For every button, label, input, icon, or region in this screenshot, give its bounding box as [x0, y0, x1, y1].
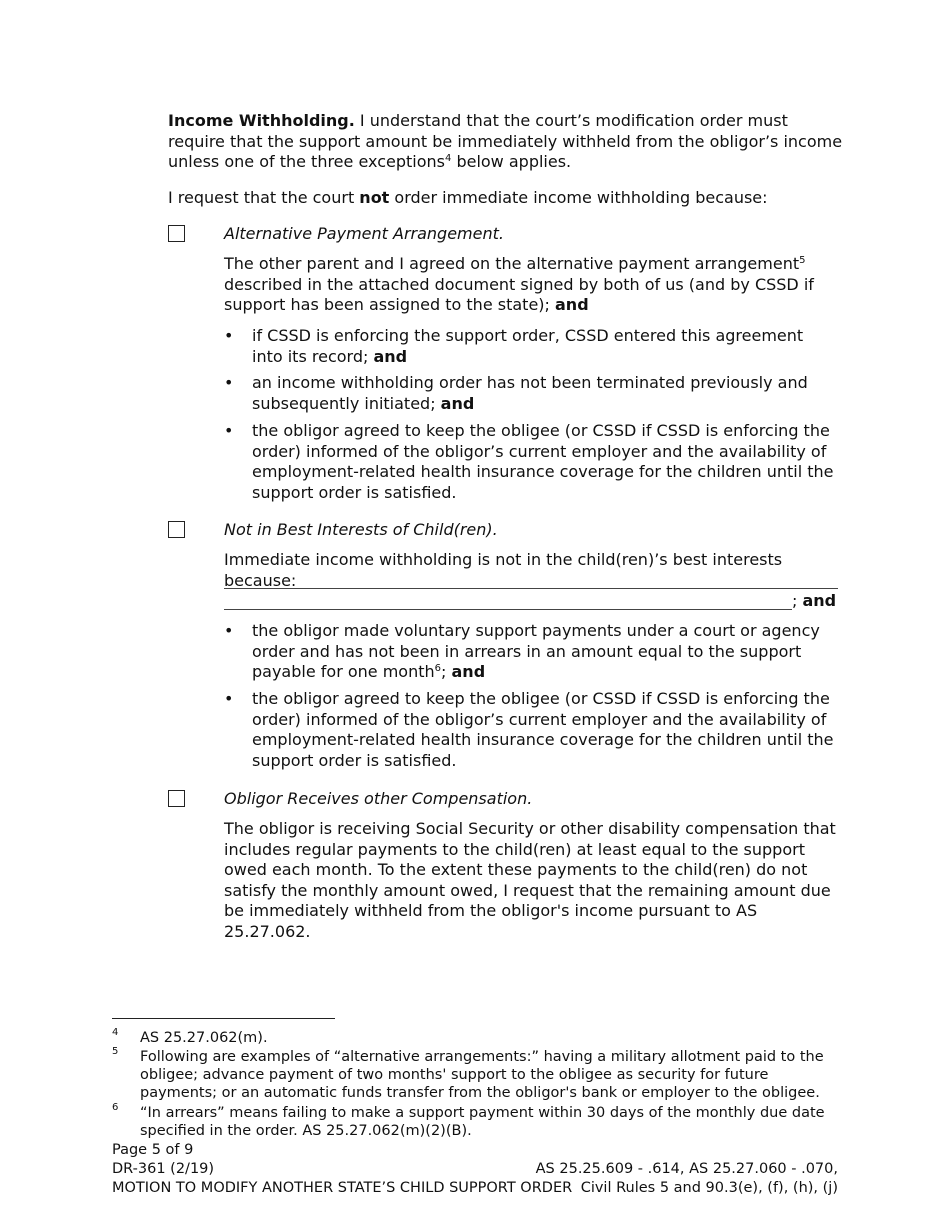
- bullet-icon: •: [224, 373, 234, 392]
- page-number: Page 5 of 9: [112, 1142, 194, 1158]
- income-withholding-heading: Income Withholding.: [168, 111, 355, 130]
- best-interests-title: Not in Best Interests of Child(ren).: [224, 520, 498, 539]
- footnote-ref-4: 4: [444, 153, 452, 164]
- reason-line-1[interactable]: [224, 588, 838, 589]
- request-statement: I request that the court not order immediate income withholding because:: [168, 188, 768, 207]
- footnote-separator: [112, 1018, 335, 1019]
- form-title: MOTION TO MODIFY ANOTHER STATE’S CHILD SUPPORT ORDER: [112, 1180, 573, 1196]
- footnote-text: “In arrears” means failing to make a support payment within 30 days of the monthly due date specified in the order. AS 25.27.062(m)(2)(B).: [140, 1105, 825, 1139]
- bullet-icon: •: [224, 421, 234, 440]
- other-compensation-checkbox[interactable]: [168, 790, 185, 807]
- footnote-number: 5: [112, 1046, 119, 1057]
- bullet-icon: •: [224, 326, 234, 345]
- footnote-number: 6: [112, 1102, 119, 1113]
- footnote-text: Following are examples of “alternative arrangements:” having a military allotment paid to the obligee; advance payment of two months' support to the obligee as security for future payments; or an automatic funds transfer from the obligor's bank or employer to the obligee.: [140, 1049, 824, 1101]
- other-compensation-title: Obligor Receives other Compensation.: [224, 789, 533, 808]
- reason-line-end: ; and: [792, 591, 837, 610]
- reason-line-2[interactable]: [224, 609, 792, 610]
- footnote-ref-6: 6: [434, 663, 442, 674]
- civil-rules: Civil Rules 5 and 90.3(e), (f), (h), (j): [580, 1180, 838, 1196]
- bullet-icon: •: [224, 621, 234, 640]
- alternative-payment-title: Alternative Payment Arrangement.: [224, 224, 504, 243]
- footnote-text: AS 25.27.062(m).: [140, 1030, 268, 1046]
- bullet-icon: •: [224, 689, 234, 708]
- best-interests-checkbox[interactable]: [168, 521, 185, 538]
- footnote-ref-5: 5: [799, 255, 806, 266]
- statutes: AS 25.25.609 - .614, AS 25.27.060 - .070,: [535, 1161, 838, 1177]
- alternative-payment-checkbox[interactable]: [168, 225, 185, 242]
- alternative-payment-paragraph: The other parent and I agreed on the alternative payment arrangement$^5$ described in the attached document signed by both of us (and by CSSD if support has been assigned to the state); and: [224, 254, 814, 314]
- form-id: DR-361 (2/19): [112, 1161, 215, 1177]
- best-interests-paragraph: Immediate income withholding is not in the child(ren)’s best interests because:: [224, 550, 783, 590]
- footnote-number: 4: [112, 1027, 119, 1038]
- other-compensation-paragraph: The obligor is receiving Social Security or other disability compensation that includes regular payments to the child(ren) at least equal to the support owed each month. To the extent these payments to the child(ren) do not satisfy the monthly amount owed, I request that the remaining amount due be immediately withheld from the obligor's income pursuant to AS 25.27.062.: [224, 819, 836, 941]
- income-withholding-paragraph: Income Withholding. I understand that the court’s modification order must require that the support amount be immediately withheld from the obligor’s income unless one of the three exceptions$^4$ below applies.: [168, 111, 843, 171]
